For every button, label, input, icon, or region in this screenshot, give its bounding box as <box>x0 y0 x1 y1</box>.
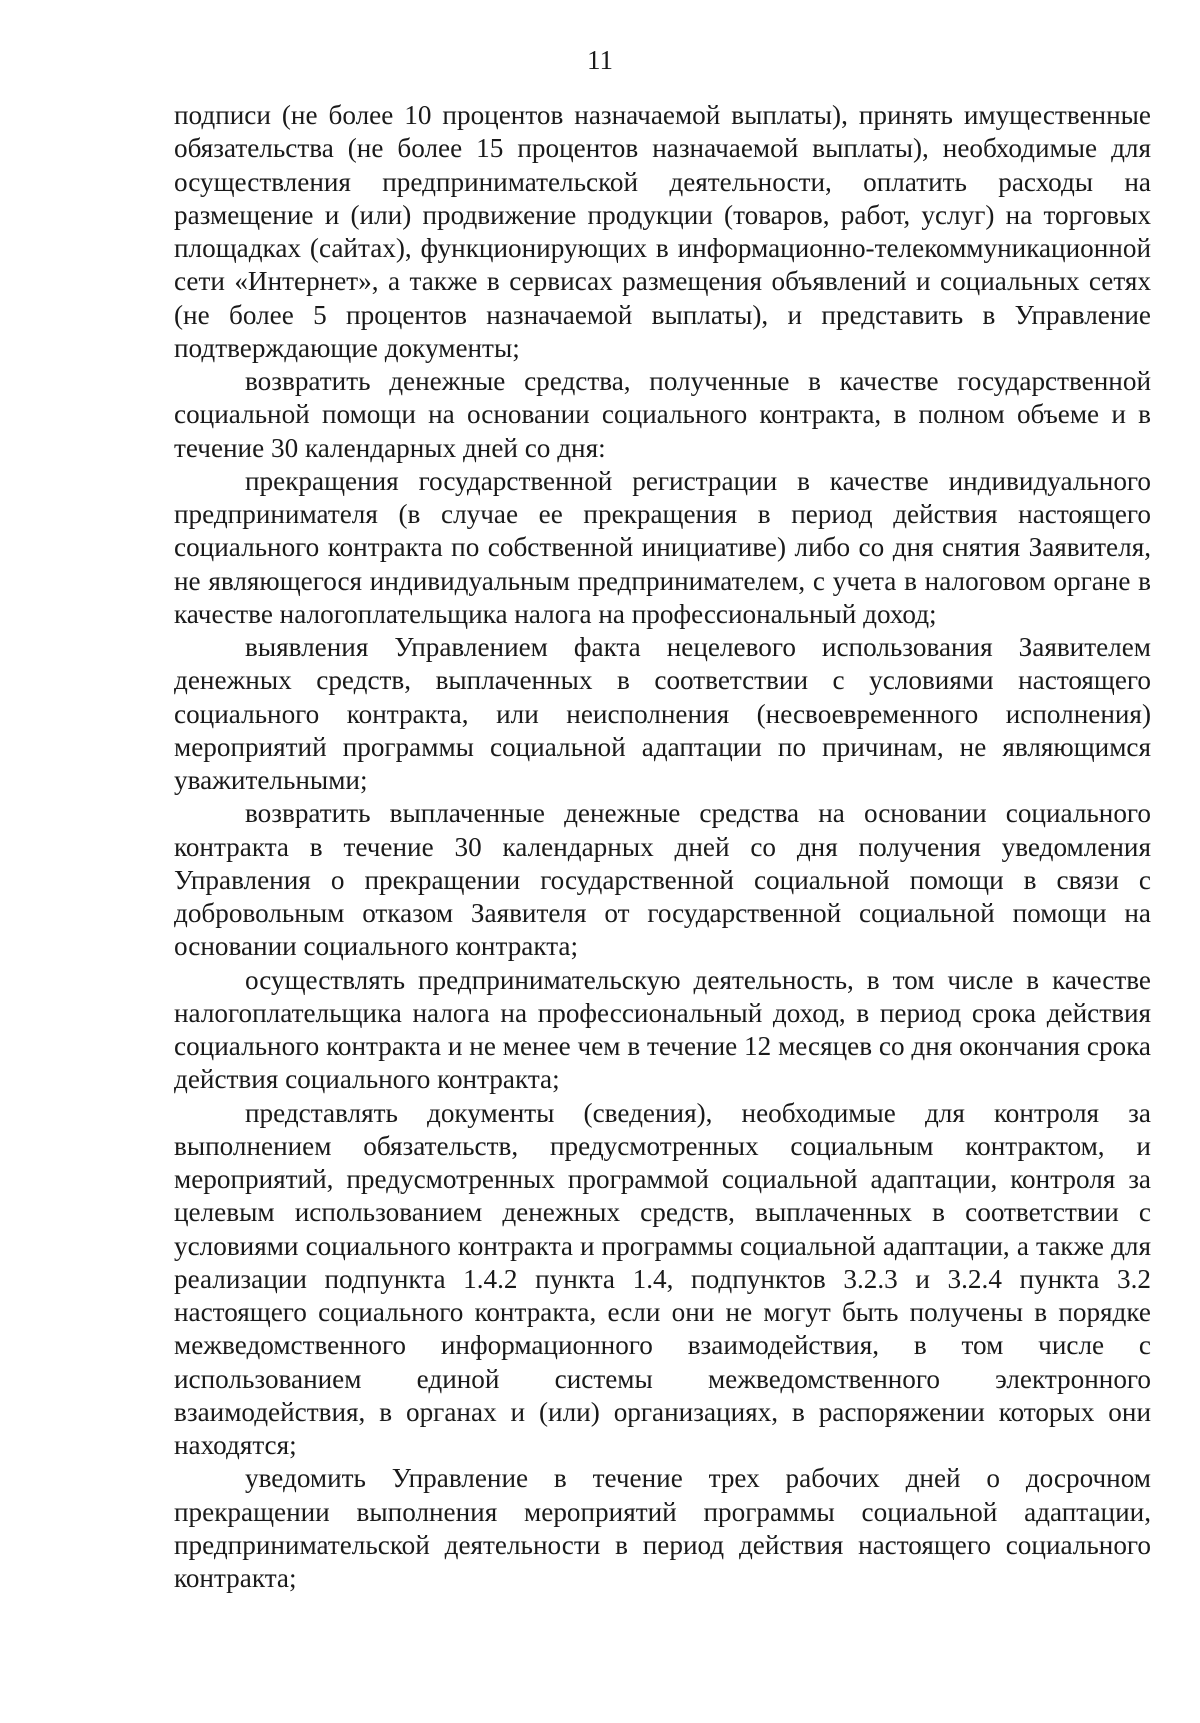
paragraph-continued: подписи (не более 10 процентов назначаемой выплаты), принять имущественные обязательства (не более 15 процентов назначаемой выплаты), необходимые для осуществления предпринимательской деятельности, оплатить расходы на размещение и (или) продвижение продукции (товаров, работ, услуг) на торговых площадках (сайтах), функционирующих в информационно-телекоммуникационной сети «Интернет», а также в сервисах размещения объявлений и социальных сетях (не более 5 процентов назначаемой выплаты), и представить в Управление подтверждающие документы; <box>174 100 1151 363</box>
paragraph-return-funds: возвратить денежные средства, полученные в качестве государственной социальной помощи на основании социального контракта, в полном объеме и в течение 30 календарных дней со дня: <box>174 366 1151 463</box>
paragraph-return-on-refusal: возвратить выплаченные денежные средства на основании социального контракта в течение 30 календарных дней со дня получения уведомления Управления о прекращении государственной социальной помощи в связи с добровольным отказом Заявителя от государственной социальной помощи на основании социального контракта; <box>174 798 1151 962</box>
paragraph-misuse-detection: выявления Управлением факта нецелевого использования Заявителем денежных средств, выплаченных в соответствии с условиями настоящего социального контракта, или неисполнения (несвоевременного исполнения) мероприятий программы социальной адаптации по причинам, не являющимся уважительными; <box>174 632 1151 795</box>
paragraph-notify-termination: уведомить Управление в течение трех рабочих дней о досрочном прекращении выполнения мероприятий программы социальной адаптации, предпринимательской деятельности в период действия настоящего социального контракта; <box>174 1463 1151 1593</box>
paragraph-submit-documents: представлять документы (сведения), необходимые для контроля за выполнением обязательств, предусмотренных социальным контрактом, и мероприятий, предусмотренных программой социальной адаптации, контроля за целевым использованием денежных средств, выплаченных в соответствии с условиями социального контракта и программы социальной адаптации, а также для реализации подпункта 1.4.2 пункта 1.4, подпунктов 3.2.3 и 3.2.4 пункта 3.2 настоящего социального контракта, если они не могут быть получены в порядке межведомственного информационного взаимодействия, в том числе с использованием единой системы межведомственного электронного взаимодействия, в органах и (или) организациях, в распоряжении которых они находятся; <box>174 1097 1151 1460</box>
paragraph-business-activity: осуществлять предпринимательскую деятельность, в том числе в качестве налогоплательщика налога на профессиональный доход, в период срока действия социального контракта и не менее чем в течение 12 месяцев со дня окончания срока действия социального контракта; <box>174 964 1151 1095</box>
paragraph-termination-registration: прекращения государственной регистрации в качестве индивидуального предпринимателя (в случае ее прекращения в период действия настоящего социального контракта по собственной инициативе) либо со дня снятия Заявителя, не являющегося индивидуальным предпринимателем, с учета в налоговом органе в качестве налогоплательщика налога на профессиональный доход; <box>174 465 1151 629</box>
document-body <box>174 99 1151 1595</box>
page-number: 11 <box>587 45 613 75</box>
